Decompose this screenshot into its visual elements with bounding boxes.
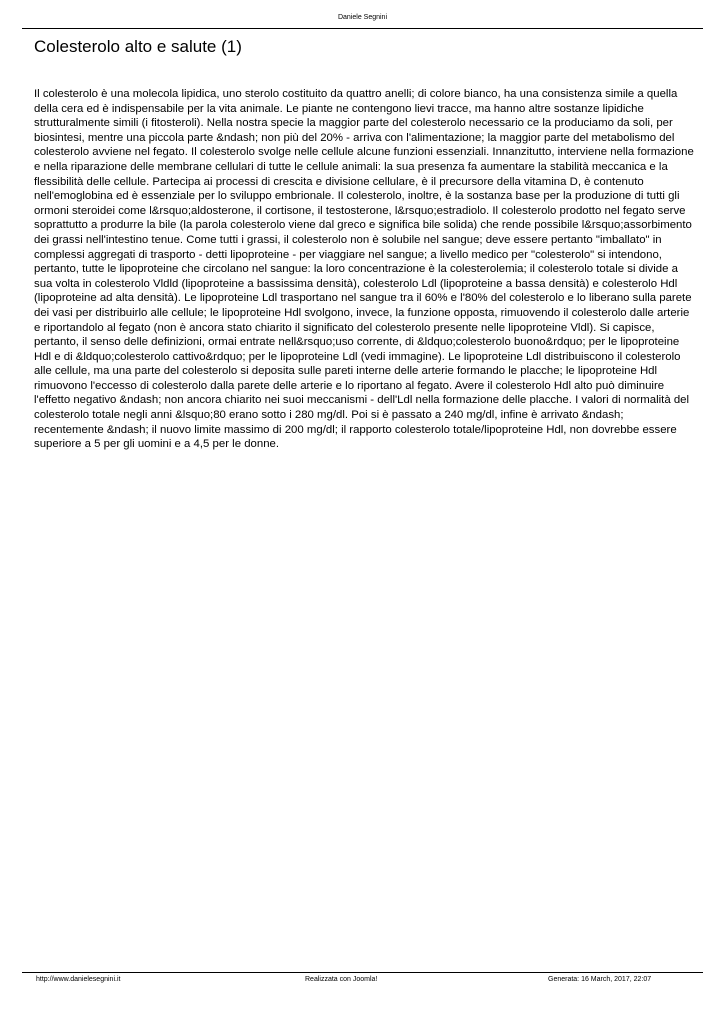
footer-generated-date: Generata: 16 March, 2017, 22:07	[548, 976, 652, 983]
footer-site-url[interactable]: http://www.danielesegnini.it	[36, 976, 121, 983]
article-body: Il colesterolo è una molecola lipidica, uno sterolo costituito da quattro anelli; di colore bianco, ha una consistenza simile a quella della cera ed è indispensabile per la vita animale. Le piante ne contengono lievi tracce, ma hanno altre sostanze lipidiche strutturalmente simili (i fitosteroli). Nella nostra specie la maggior parte del colesterolo necessario ce la produciamo da soli, per biosintesi, mentre una piccola parte &ndash; non più del 20% - arriva con l'alimentazione; la maggior parte del metabolismo del colesterolo avviene nel fegato. Il colesterolo svolge nelle cellule alcune funzioni essenziali. Innanzitutto, interviene nella formazione e nella riparazione delle membrane cellulari di tutte le cellule animali: la sua presenza fa aumentare la stabilità meccanica e la flessibilità delle cellule. Partecipa ai processi di crescita e divisione cellulare, è il precursore della vitamina D, è contenuto nell'emoglobina ed è essenziale per lo sviluppo embrionale. Il colesterolo, inoltre, è la sostanza base per la produzione di tutti gli ormoni steroidei come l&rsquo;aldosterone, il cortisone, il testosterone, l&rsquo;estradiolo. Il colesterolo prodotto nel fegato serve soprattutto a produrre la bile (la parola colesterolo viene dal greco e significa bile solida) che rende possibile l&rsquo;assorbimento dei grassi nell'intestino tenue. Come tutti i grassi, il colesterolo non è solubile nel sangue; deve essere pertanto "imballato" in complessi aggregati di trasporto - detti lipoproteine - per viaggiare nel sangue; a livello medico per "colesterolo" si intendono, pertanto, tutte le lipoproteine che circolano nel sangue: la loro concentrazione è la colesterolemia; il colesterolo totale si divide a sua volta in colesterolo Vldld (lipoproteine a bassissima densità), colesterolo Ldl (lipoproteine a bassa densità) e colesterolo Hdl (lipoproteine ad alta densità). Le lipoproteine Ldl trasportano nel sangue tra il 60% e l'80% del colesterolo e lo liberano sulla parete dei vasi per distribuirlo alle cellule; le lipoproteine Hdl svolgono, invece, la funzione opposta, rimuovendo il colesterolo dalle arterie e riportandolo al fegato (non è ancora stato chiarito il significato del colesterolo presente nelle lipoproteine Vldl). Si capisce, pertanto, il senso delle definizioni, ormai entrate nell&rsquo;uso corrente, di &ldquo;colesterolo buono&rdquo; per le lipoproteine Hdl e di &ldquo;colesterolo cattivo&rdquo; per le lipoproteine Ldl (vedi immagine). Le lipoproteine Ldl distribuiscono il colesterolo alle cellule, ma una parte del colesterolo si deposita sulle pareti interne delle arterie formando le placche; le lipoproteine Hdl rimuovono l'eccesso di colesterolo dalla parete delle arterie e lo riportano al fegato. Avere il colesterolo Hdl alto può diminuire l'effetto negativo &ndash; non ancora chiarito nei suoi meccanismi - dell'Ldl nella formazione delle placche. I valori di normalità del colesterolo totale negli anni &lsquo;80 erano sotto i 280 mg/dl. Poi si è passato a 240 mg/dl, infine è arrivato &ndash; recentemente &ndash; il nuovo limite massimo di 200 mg/dl; il rapporto colesterolo totale/lipoproteine Hdl, non dovrebbe essere superiore a 5 per gli uomini e a 4,5 per le donne.	[34, 88, 694, 451]
footer-made-with: Realizzata con Joomla!	[305, 976, 378, 983]
header-divider	[22, 28, 703, 29]
page-title: Colesterolo alto e salute (1)	[34, 37, 242, 56]
page-header-author: Daniele Segnini	[337, 14, 388, 21]
footer-divider	[22, 972, 703, 973]
